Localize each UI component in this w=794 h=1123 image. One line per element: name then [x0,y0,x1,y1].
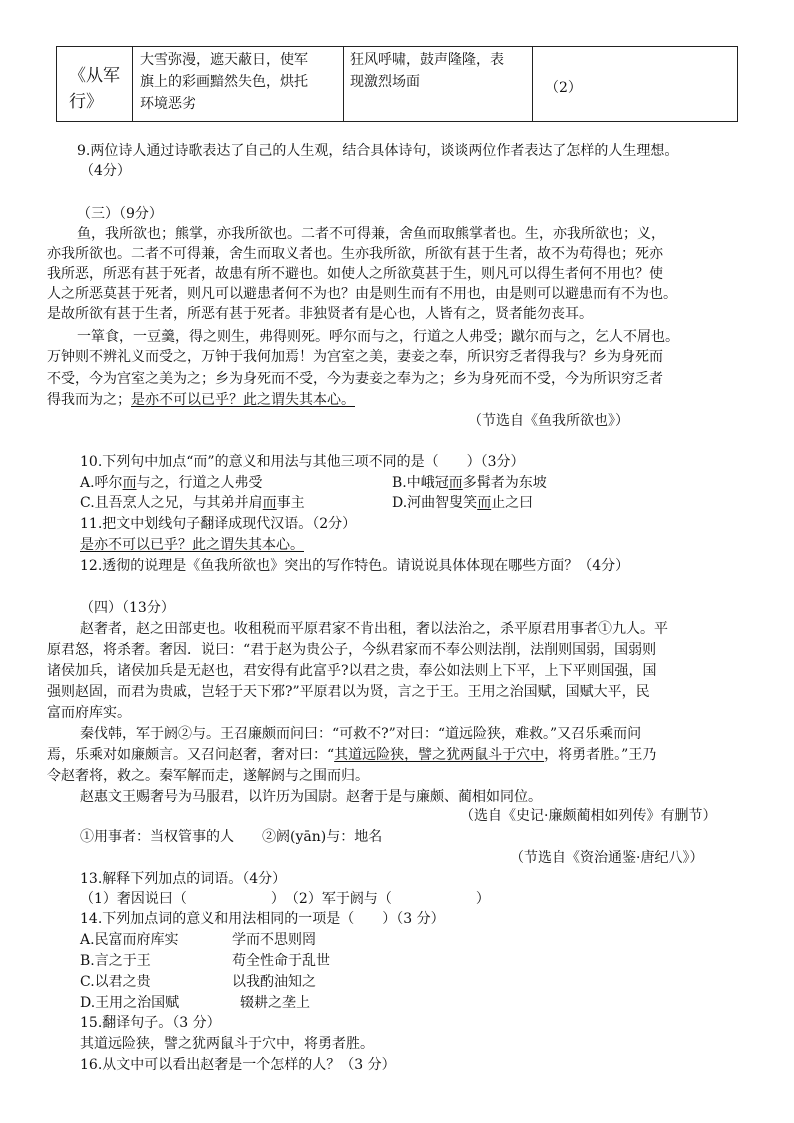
poem-scene: 狂风呼啸，鼓声隆隆，表 现激烈场面 [350,52,504,90]
passage-3-line: 人之所恶莫甚于死者，则凡可以避患者何不为也？由是则生而有不用也，由是则可以避患而有不为也。 [47,286,677,302]
source-citation: （选自《史记·廉颇蔺相如列传》有删节） [460,808,717,824]
annotation-notes: ①用事者：当权管事的人 ②阏(yān)与：地名 [80,829,383,845]
section-3-header: （三）（9分） [77,206,163,222]
q14-option-b[interactable]: B.言之于王 [80,953,151,969]
q13-items[interactable]: （1）奢因说曰（ ） （2）军于阏与（ ） [80,891,490,907]
option-text: A.呼尔 [80,475,123,491]
option-text: 事主 [276,495,305,511]
question-9: 9.两位诗人通过诗歌表达了自己的人生观，结合具体诗句，谈谈两位作者表达了怎样的人生理想。 [77,143,679,159]
question-9-score: （4分） [80,163,131,179]
passage-3-line: 鱼，我所欲也；熊掌，亦我所欲也。二者不可得兼，舍鱼而取熊掌者也。生，亦我所欲也；义， [77,226,665,242]
option-text: B.中峨冠 [392,475,449,491]
question-15: 15.翻译句子。（3 分） [80,1015,221,1031]
passage-4-line: 富而府库实。 [47,705,131,721]
poem-title: 《从军 行》 [69,66,120,112]
table-cell-scene [344,47,533,122]
q14-option-a-pair: 学而不思则罔 [232,932,316,948]
underlined-sentence: 是亦不可以已乎？此之谓失其本心。 [131,392,355,408]
q10-option-d[interactable] [392,493,533,513]
section-4-header: （四）（13分） [80,600,175,616]
table-cell-description [133,47,344,122]
passage-4-line: 诸侯加兵，诸侯加兵是无赵也，君安得有此富乎?以君之贵，奉公如法则上下平，上下平则国强，国 [47,663,657,679]
option-text: D.河曲智叟笑 [392,495,478,511]
q11-sentence: 是亦不可以已乎？此之谓失其本心。 [80,537,304,553]
source-citation: （节选自《资治通鉴·唐纪八》） [510,850,704,866]
passage-3-line: 不受，今为宫室之美为之；乡为身死而不受，今为妻妾之奉为之；乡为身死而不受，今为所识穷乏者 [47,371,663,387]
poem-description: 大雪弥漫，遮天蔽日，使军 旗上的彩画黯然失色，烘托 环境恶劣 [140,52,308,112]
passage-4-line: 令赵奢将，救之。秦军解而走，遂解阏与之围而归。 [47,768,369,784]
passage-4-text: ，将勇者胜。”王乃 [544,747,657,763]
question-11: 11.把文中划线句子翻译成现代汉语。（2分） [80,516,357,532]
passage-3-text: 得我而为之； [47,392,131,408]
passage-3-line: 一箪食，一豆羹，得之则生，弗得则死。呼尔而与之，行道之人弗受；蹴尔而与之，乞人不屑也。 [77,329,679,345]
passage-4-line: 秦伐韩，军于阏②与。王召廉颇而问曰：“可救不?”对曰：“道远险狭，难救。”又召乐乘而问 [80,726,642,742]
option-text: C.且吾烹人之兄，与其弟并肩 [80,495,263,511]
table-cell-title [57,47,133,122]
option-text: 与之，行道之人弗受 [136,475,263,491]
q10-option-c[interactable] [80,493,305,513]
q14-option-a[interactable]: A.民富而府库实 [80,932,179,948]
passage-4-line: 赵奢者，赵之田部吏也。收租税而平原君家不肯出租，奢以法治之，杀平原君用事者①九人。平 [80,621,668,637]
q14-option-d-pair: 辍耕之垄上 [240,995,310,1011]
option-text: 多髯者为东坡 [462,475,547,491]
passage-3-line: 是故所欲有甚于生者，所恶有甚于死者。非独贤者有是心也，人皆有之，贤者能勿丧耳。 [47,306,593,322]
answer-blank-2[interactable]: （2） [545,80,582,96]
marked-char: 而 [448,475,463,491]
marked-char: 而 [477,495,492,511]
q15-sentence: 其道远险狭，譬之犹两鼠斗于穴中，将勇者胜。 [80,1036,374,1052]
passage-3-last-line [47,390,355,410]
marked-char: 而 [262,495,277,511]
passage-4-line: 强则赵固，而君为贵戚，岂轻于天下邪?”平原君以为贤，言之于王。王用之治国赋，国赋大平，民 [47,684,650,700]
passage-3-line: 我所恶，所恶有甚于死者，故患有所不避也。如使人之所欲莫甚于生，则凡可以得生者何不用也？使 [47,266,663,282]
q10-option-b[interactable] [392,473,547,493]
q14-option-b-pair: 苟全性命于乱世 [232,953,330,969]
passage-3-line: 亦我所欲也。二者不可得兼，舍生而取义者也。生亦我所欲，所欲有甚于生者，故不为苟得也；死亦 [47,246,663,262]
question-13: 13.解释下列加点的词语。（4分） [80,871,287,887]
source-citation: （节选自《鱼我所欲也》） [468,413,629,429]
question-14: 14.下列加点词的意义和用法相同的一项是（ ）（3 分） [80,911,445,927]
question-10: 10.下列句中加点“而”的意义和用法与其他三项不同的是（ ）（3分） [80,454,525,470]
q10-option-a[interactable] [80,473,263,493]
passage-4-text: 焉，乐乘对如廉颇言。又召问赵奢，奢对曰：“ [47,747,335,763]
underlined-sentence: 其道远险狭，譬之犹两鼠斗于穴中 [334,747,545,763]
table-cell-blank [533,47,738,122]
q14-option-c-pair: 以我酌油知之 [232,974,316,990]
passage-3-line: 万钟则不辨礼义而受之，万钟于我何加焉！为宫室之美，妻妾之奉，所识穷乏者得我与？乡为身死而 [47,349,663,365]
marked-char: 而 [122,475,137,491]
passage-4-underlined-line [47,745,656,765]
question-12: 12.透彻的说理是《鱼我所欲也》突出的写作特色。请说说具体体现在哪些方面？（4分） [80,558,630,574]
q14-option-c[interactable]: C.以君之贵 [80,974,151,990]
q14-option-d[interactable]: D.王用之治国赋 [80,995,180,1011]
option-text: 止之曰 [491,495,534,511]
question-16: 16.从文中可以看出赵奢是一个怎样的人？（3 分） [80,1057,396,1073]
passage-4-line: 赵惠文王赐奢号为马服君，以许历为国尉。赵奢于是与廉颇、蔺相如同位。 [80,789,542,805]
passage-4-line: 原君怒，将杀奢。奢因．说曰：“君于赵为贵公子，今纵君家而不奉公则法削，法削则国弱，国弱则 [47,642,657,658]
poem-comparison-table [56,46,738,122]
